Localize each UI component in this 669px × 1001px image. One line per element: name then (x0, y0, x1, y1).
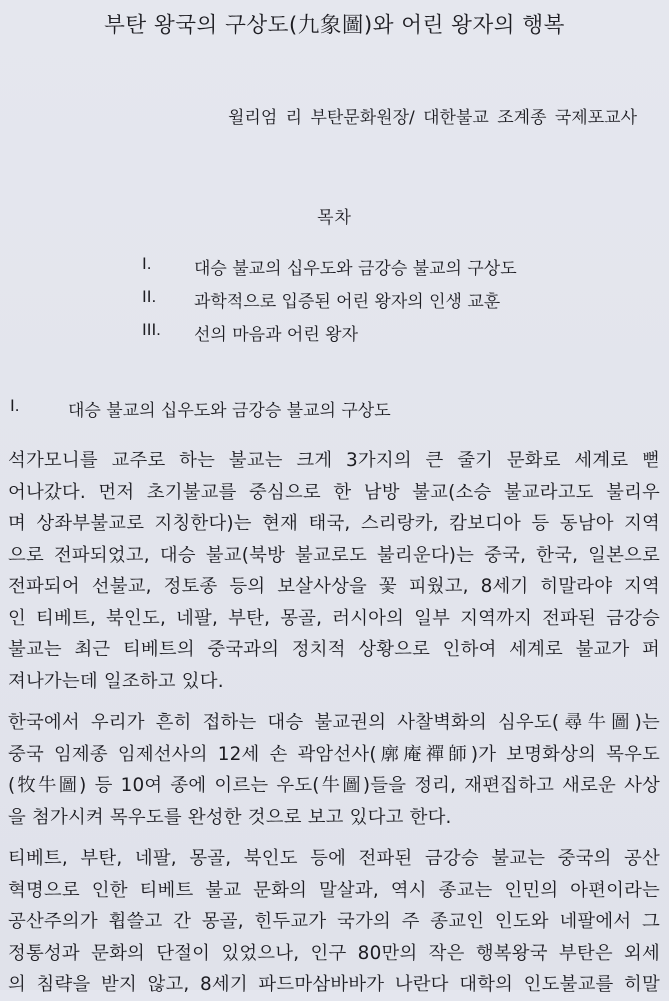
paragraph-line: 의 침략을 받지 않고, 8세기 파드마삼바바가 나란다 대학의 인도불교를 히말 (8, 974, 660, 995)
body-paragraph (8, 843, 660, 1001)
document-title: 부탄 왕국의 구상도(九象圖)와 어린 왕자의 행복 (104, 13, 565, 38)
paragraph-line: 어나갔다. 먼저 초기불교를 중심으로 한 남방 불교(소승 불교라고도 불리우 (8, 481, 660, 503)
body-paragraph (8, 445, 660, 697)
paragraph-line: 으로 전파되었고, 대승 불교(북방 불교로도 불리운다)는 중국, 한국, 일본으로 (8, 544, 660, 566)
paragraph-line: 석가모니를 교주로 하는 불교는 크게 3가지의 큰 줄기 문화로 세계로 뻗 (8, 450, 660, 471)
paragraph-line: 며 상좌부불교로 지칭한다)는 현재 태국, 스리랑카, 캄보디아 등 동남아 지역 (8, 513, 660, 534)
toc-heading: 목차 (317, 208, 352, 228)
paragraph-line: 한국에서 우리가 흔히 접하는 대승 불교권의 사찰벽화의 심우도(尋牛圖)는 (8, 712, 660, 733)
paragraph-line: 중국 임제종 임제선사의 12세 손 곽암선사(廓庵禪師)가 보명화상의 목우도 (8, 743, 660, 765)
toc-item-text: 선의 마음과 어린 왕자 (194, 325, 359, 345)
table-of-contents (142, 254, 517, 353)
paragraph-line: 인 티베트, 북인도, 네팔, 부탄, 몽골, 러시아의 일부 지역까지 전파된 금강승 (8, 607, 660, 629)
toc-item (142, 320, 517, 353)
toc-item-number: II. (142, 287, 157, 306)
section-title: 대승 불교의 십우도와 금강승 불교의 구상도 (68, 401, 391, 421)
paragraph-line: 을 첨가시켜 목우도를 완성한 것으로 보고 있다고 한다. (8, 806, 452, 828)
paragraph-line: 전파되어 선불교, 정토종 등의 보살사상을 꽃 피웠고, 8세기 히말라야 지역 (8, 576, 660, 597)
paragraph-line: 티베트, 부탄, 네팔, 몽골, 북인도 등에 전파된 금강승 불교는 중국의 공산 (8, 848, 660, 869)
paragraph-line: 불교는 최근 티베트의 중국과의 정치적 상황으로 인하여 세계로 불교가 퍼 (8, 639, 660, 660)
toc-item-number: III. (142, 320, 161, 339)
toc-item (142, 287, 517, 320)
toc-item-text: 대승 불교의 십우도와 금강승 불교의 구상도 (194, 259, 517, 279)
toc-item-number: I. (142, 254, 152, 273)
section-number: I. (10, 396, 20, 415)
toc-item-text: 과학적으로 입증된 어린 왕자의 인생 교훈 (194, 292, 501, 312)
body-paragraph (8, 707, 660, 833)
paragraph-line: 혁명으로 인한 티베트 불교 문화의 말살과, 역시 종교는 인민의 아편이라는 (8, 879, 660, 901)
author-line: 윌리엄 리 부탄문화원장/ 대한불교 조계종 국제포교사 (227, 108, 637, 128)
paragraph-line: 정통성과 문화의 단절이 있었으나, 인구 80만의 작은 행복왕국 부탄은 외세 (8, 942, 660, 964)
paragraph-line: (牧牛圖) 등 10여 종에 이르는 우도(牛圖)들을 정리, 재편집하고 새로운 사상 (8, 775, 660, 796)
paragraph-line: 져나가는데 일조하고 있다. (8, 670, 224, 692)
paragraph-line: 공산주의가 휩쓸고 간 몽골, 힌두교가 국가의 주 종교인 인도와 네팔에서 그 (8, 911, 660, 932)
toc-item (142, 254, 517, 287)
section-heading (10, 396, 391, 421)
